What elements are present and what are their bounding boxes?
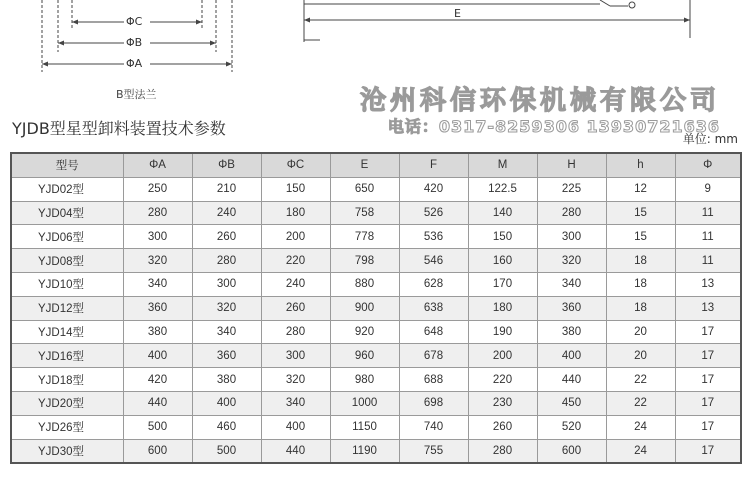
value-cell: 15 xyxy=(606,225,675,249)
model-cell: YJD08型 xyxy=(11,249,123,273)
spec-table xyxy=(10,152,742,464)
value-cell: 420 xyxy=(399,177,468,201)
value-cell: 20 xyxy=(606,344,675,368)
value-cell: 180 xyxy=(261,201,330,225)
value-cell: 250 xyxy=(123,177,192,201)
model-cell: YJD10型 xyxy=(11,272,123,296)
value-cell: 460 xyxy=(192,415,261,439)
table-row xyxy=(11,272,741,296)
value-cell: 648 xyxy=(399,320,468,344)
value-cell: 9 xyxy=(675,177,741,201)
header-cell: ΦB xyxy=(192,153,261,177)
value-cell: 260 xyxy=(261,296,330,320)
model-cell: YJD04型 xyxy=(11,201,123,225)
model-cell: YJD20型 xyxy=(11,391,123,415)
value-cell: 15 xyxy=(606,201,675,225)
value-cell: 380 xyxy=(537,320,606,344)
value-cell: 22 xyxy=(606,368,675,392)
header-cell: Φ xyxy=(675,153,741,177)
value-cell: 20 xyxy=(606,320,675,344)
value-cell: 600 xyxy=(123,439,192,463)
dim-e: E xyxy=(454,7,461,20)
value-cell: 360 xyxy=(123,296,192,320)
value-cell: 300 xyxy=(192,272,261,296)
value-cell: 546 xyxy=(399,249,468,273)
value-cell: 520 xyxy=(537,415,606,439)
dim-phi-c: ΦC xyxy=(126,15,143,28)
value-cell: 320 xyxy=(123,249,192,273)
value-cell: 240 xyxy=(261,272,330,296)
value-cell: 340 xyxy=(261,391,330,415)
value-cell: 18 xyxy=(606,249,675,273)
value-cell: 150 xyxy=(261,177,330,201)
value-cell: 960 xyxy=(330,344,399,368)
value-cell: 18 xyxy=(606,272,675,296)
table-row xyxy=(11,320,741,344)
value-cell: 280 xyxy=(123,201,192,225)
flange-caption: B型法兰 xyxy=(116,88,157,101)
table-row xyxy=(11,415,741,439)
model-cell: YJD16型 xyxy=(11,344,123,368)
value-cell: 440 xyxy=(123,391,192,415)
value-cell: 170 xyxy=(468,272,537,296)
value-cell: 798 xyxy=(330,249,399,273)
value-cell: 24 xyxy=(606,415,675,439)
value-cell: 500 xyxy=(123,415,192,439)
model-cell: YJD12型 xyxy=(11,296,123,320)
value-cell: 300 xyxy=(123,225,192,249)
value-cell: 225 xyxy=(537,177,606,201)
phone-watermark: 电话：0317-8259306 13930721636 xyxy=(387,117,720,136)
value-cell: 230 xyxy=(468,391,537,415)
page-title: YJDB型星型卸料装置技术参数 xyxy=(12,119,226,138)
value-cell: 920 xyxy=(330,320,399,344)
value-cell: 400 xyxy=(123,344,192,368)
value-cell: 526 xyxy=(399,201,468,225)
value-cell: 440 xyxy=(261,439,330,463)
value-cell: 340 xyxy=(192,320,261,344)
value-cell: 210 xyxy=(192,177,261,201)
table-row xyxy=(11,391,741,415)
value-cell: 340 xyxy=(123,272,192,296)
value-cell: 22 xyxy=(606,391,675,415)
value-cell: 280 xyxy=(537,201,606,225)
value-cell: 638 xyxy=(399,296,468,320)
value-cell: 450 xyxy=(537,391,606,415)
table-row xyxy=(11,368,741,392)
table-row xyxy=(11,296,741,320)
value-cell: 380 xyxy=(123,320,192,344)
unit-label: 单位: mm xyxy=(682,132,738,146)
value-cell: 17 xyxy=(675,368,741,392)
value-cell: 11 xyxy=(675,225,741,249)
table-row xyxy=(11,249,741,273)
header-cell: ΦA xyxy=(123,153,192,177)
value-cell: 260 xyxy=(468,415,537,439)
value-cell: 420 xyxy=(123,368,192,392)
header-cell: 型号 xyxy=(11,153,123,177)
value-cell: 500 xyxy=(192,439,261,463)
value-cell: 220 xyxy=(468,368,537,392)
value-cell: 190 xyxy=(468,320,537,344)
value-cell: 360 xyxy=(192,344,261,368)
value-cell: 320 xyxy=(192,296,261,320)
value-cell: 778 xyxy=(330,225,399,249)
value-cell: 400 xyxy=(537,344,606,368)
value-cell: 755 xyxy=(399,439,468,463)
table-row xyxy=(11,225,741,249)
model-cell: YJD02型 xyxy=(11,177,123,201)
header-cell: H xyxy=(537,153,606,177)
value-cell: 200 xyxy=(468,344,537,368)
value-cell: 12 xyxy=(606,177,675,201)
value-cell: 13 xyxy=(675,272,741,296)
value-cell: 17 xyxy=(675,320,741,344)
value-cell: 280 xyxy=(468,439,537,463)
header-cell: E xyxy=(330,153,399,177)
table-body xyxy=(11,177,741,463)
value-cell: 150 xyxy=(468,225,537,249)
value-cell: 122.5 xyxy=(468,177,537,201)
table-row xyxy=(11,201,741,225)
value-cell: 740 xyxy=(399,415,468,439)
value-cell: 11 xyxy=(675,201,741,225)
value-cell: 17 xyxy=(675,415,741,439)
value-cell: 320 xyxy=(537,249,606,273)
value-cell: 280 xyxy=(192,249,261,273)
value-cell: 360 xyxy=(537,296,606,320)
table-row xyxy=(11,177,741,201)
value-cell: 380 xyxy=(192,368,261,392)
value-cell: 300 xyxy=(261,344,330,368)
table-header-row xyxy=(11,153,741,177)
value-cell: 1000 xyxy=(330,391,399,415)
value-cell: 440 xyxy=(537,368,606,392)
value-cell: 13 xyxy=(675,296,741,320)
value-cell: 200 xyxy=(261,225,330,249)
value-cell: 980 xyxy=(330,368,399,392)
value-cell: 280 xyxy=(261,320,330,344)
value-cell: 600 xyxy=(537,439,606,463)
value-cell: 160 xyxy=(468,249,537,273)
model-cell: YJD30型 xyxy=(11,439,123,463)
value-cell: 11 xyxy=(675,249,741,273)
value-cell: 17 xyxy=(675,391,741,415)
value-cell: 688 xyxy=(399,368,468,392)
value-cell: 340 xyxy=(537,272,606,296)
value-cell: 240 xyxy=(192,201,261,225)
value-cell: 220 xyxy=(261,249,330,273)
header-cell: h xyxy=(606,153,675,177)
value-cell: 628 xyxy=(399,272,468,296)
value-cell: 1190 xyxy=(330,439,399,463)
company-watermark: 沧州科信环保机械有限公司 xyxy=(359,86,720,116)
model-cell: YJD14型 xyxy=(11,320,123,344)
value-cell: 758 xyxy=(330,201,399,225)
value-cell: 678 xyxy=(399,344,468,368)
dim-phi-a: ΦA xyxy=(126,57,143,70)
value-cell: 698 xyxy=(399,391,468,415)
model-cell: YJD06型 xyxy=(11,225,123,249)
value-cell: 180 xyxy=(468,296,537,320)
value-cell: 17 xyxy=(675,439,741,463)
value-cell: 900 xyxy=(330,296,399,320)
value-cell: 400 xyxy=(261,415,330,439)
header-cell: ΦC xyxy=(261,153,330,177)
value-cell: 1150 xyxy=(330,415,399,439)
header-cell: M xyxy=(468,153,537,177)
header-cell: F xyxy=(399,153,468,177)
value-cell: 650 xyxy=(330,177,399,201)
value-cell: 140 xyxy=(468,201,537,225)
value-cell: 536 xyxy=(399,225,468,249)
value-cell: 18 xyxy=(606,296,675,320)
value-cell: 300 xyxy=(537,225,606,249)
value-cell: 880 xyxy=(330,272,399,296)
value-cell: 260 xyxy=(192,225,261,249)
model-cell: YJD18型 xyxy=(11,368,123,392)
dim-phi-b: ΦB xyxy=(126,36,143,49)
value-cell: 400 xyxy=(192,391,261,415)
table-row xyxy=(11,439,741,463)
value-cell: 24 xyxy=(606,439,675,463)
table-row xyxy=(11,344,741,368)
model-cell: YJD26型 xyxy=(11,415,123,439)
value-cell: 17 xyxy=(675,344,741,368)
value-cell: 320 xyxy=(261,368,330,392)
